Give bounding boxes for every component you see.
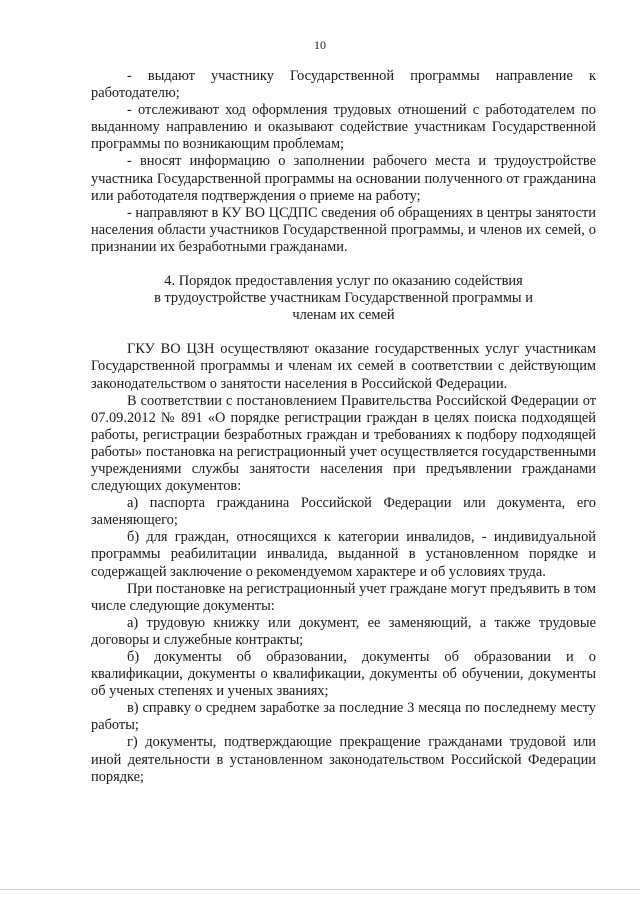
- paragraph: в) справку о среднем заработке за последние 3 месяца по последнему месту работы;: [91, 700, 596, 734]
- section-heading-line: в трудоустройстве участникам Государственной программы и: [154, 290, 533, 307]
- paragraph: При постановке на регистрационный учет граждане могут предъявить в том числе следующие документы:: [91, 580, 596, 614]
- scan-edge-line: [0, 889, 640, 890]
- section-heading-line: 4. Порядок предоставления услуг по оказанию содействия: [164, 273, 523, 290]
- paragraph: б) для граждан, относящихся к категории инвалидов, - индивидуальной программы реабилитации инвалида, выданной в установленном порядке и содержащей заключение о рекомендуемом характере и об условиях труда.: [91, 529, 596, 580]
- paragraph: а) трудовую книжку или документ, ее заменяющий, а также трудовые договоры и служебные контракты;: [91, 614, 596, 648]
- section-heading-line: членам их семей: [292, 307, 395, 324]
- paragraph: б) документы об образовании, документы об образовании и о квалификации, документы о квалификации, документы об обучении, документы об ученых степенях и ученых званиях;: [91, 649, 596, 700]
- list-item: - отслеживают ход оформления трудовых отношений с работодателем по выданному направлению и оказывают содействие участникам Государственной программы по возникающим проблемам;: [91, 102, 596, 153]
- list-item: - выдают участнику Государственной программы направление к работодателю;: [91, 68, 596, 102]
- list-item: - вносят информацию о заполнении рабочего места и трудоустройстве участника Государственной программы на основании полученного от гражданина или работодателя подтверждения о приеме на работу;: [91, 153, 596, 204]
- list-item: - направляют в КУ ВО ЦСДПС сведения об обращениях в центры занятости населения области участников Государственной программы, и членов их семей, о признании их безработными гражданами.: [91, 204, 596, 255]
- page-number: 10: [314, 38, 326, 52]
- document-body: [91, 68, 596, 786]
- paragraph: а) паспорта гражданина Российской Федерации или документа, его заменяющего;: [91, 495, 596, 529]
- section-heading: [91, 273, 596, 324]
- paragraph: ГКУ ВО ЦЗН осуществляют оказание государственных услуг участникам Государственной программы и членам их семей в соответствии с действующим законодательством о занятости населения в Российской Федерации.: [91, 341, 596, 392]
- paragraph: г) документы, подтверждающие прекращение гражданами трудовой или иной деятельности в установленном законодательством Российской Федерации порядке;: [91, 734, 596, 785]
- paragraph: В соответствии с постановлением Правительства Российской Федерации от 07.09.2012 № 891 «О порядке регистрации граждан в целях поиска подходящей работы, регистрации безработных граждан и требованиях к подбору подходящей работы» постановка на регистрационный учет осуществляется государственными учреждениями службы занятости населения при предъявлении гражданами следующих документов:: [91, 392, 596, 495]
